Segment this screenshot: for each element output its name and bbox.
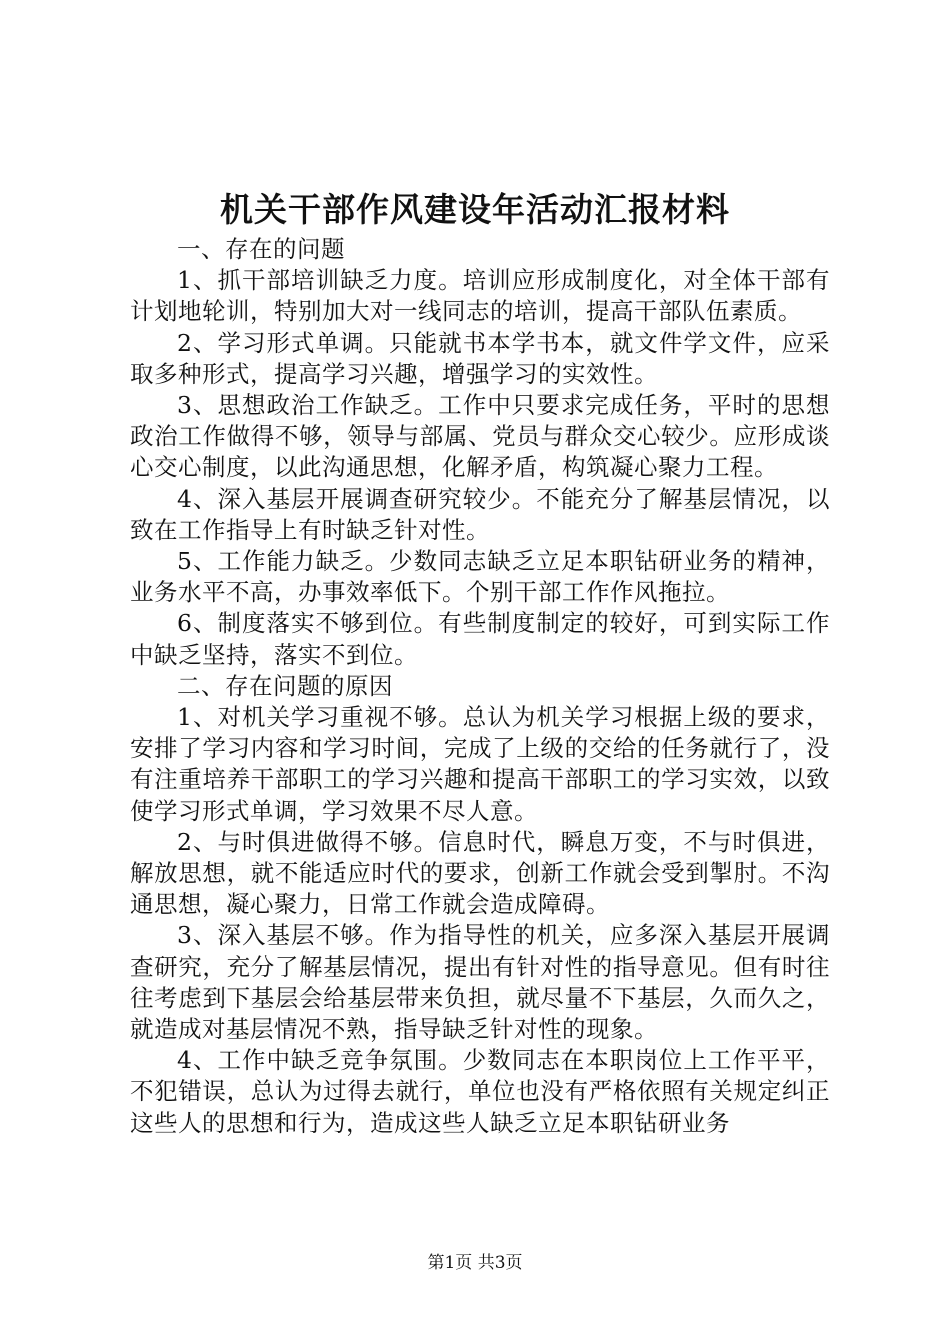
paragraph: 4、深入基层开展调查研究较少。不能充分了解基层情况，以致在工作指导上有时缺乏针对性。 (130, 484, 830, 544)
section-heading: 二、存在问题的原因 (177, 671, 393, 700)
document-body (130, 234, 830, 1139)
paragraph: 2、与时俱进做得不够。信息时代，瞬息万变，不与时俱进，解放思想，就不能适应时代的要求，创新工作就会受到掣肘。不沟通思想，凝心聚力，日常工作就会造成障碍。 (130, 827, 830, 919)
paragraph: 1、对机关学习重视不够。总认为机关学习根据上级的要求，安排了学习内容和学习时间，完成了上级的交给的任务就行了，没有注重培养干部职工的学习兴趣和提高干部职工的学习实效，以致使学习形式单调，学习效果不尽人意。 (130, 703, 830, 825)
page-footer: 第1页 共3页 (427, 1253, 523, 1273)
paragraph: 5、工作能力缺乏。少数同志缺乏立足本职钻研业务的精神，业务水平不高，办事效率低下。个别干部工作作风拖拉。 (130, 547, 830, 607)
paragraph: 2、学习形式单调。只能就书本学书本，就文件学文件，应采取多种形式，提高学习兴趣，增强学习的实效性。 (130, 328, 830, 388)
paragraph: 1、抓干部培训缺乏力度。培训应形成制度化，对全体干部有计划地轮训，特别加大对一线同志的培训，提高干部队伍素质。 (130, 266, 830, 326)
document-title: 机关干部作风建设年活动汇报材料 (220, 190, 730, 229)
paragraph: 4、工作中缺乏竞争氛围。少数同志在本职岗位上工作平平，不犯错误，总认为过得去就行，单位也没有严格依照有关规定纠正这些人的思想和行为，造成这些人缺乏立足本职钻研业务 (130, 1046, 830, 1137)
paragraph: 3、深入基层不够。作为指导性的机关，应多深入基层开展调查研究，充分了解基层情况，提出有针对性的指导意见。但有时往往考虑到下基层会给基层带来负担，就尽量不下基层，久而久之，就造成对基层情况不熟，指导缺乏针对性的现象。 (130, 921, 830, 1044)
section-heading: 一、存在的问题 (177, 235, 345, 263)
paragraph: 3、思想政治工作缺乏。工作中只要求完成任务，平时的思想政治工作做得不够，领导与部属、党员与群众交心较少。应形成谈心交心制度，以此沟通思想，化解矛盾，构筑凝心聚力工程。 (130, 391, 830, 482)
paragraph: 6、制度落实不够到位。有些制度制定的较好，可到实际工作中缺乏坚持，落实不到位。 (130, 609, 830, 669)
